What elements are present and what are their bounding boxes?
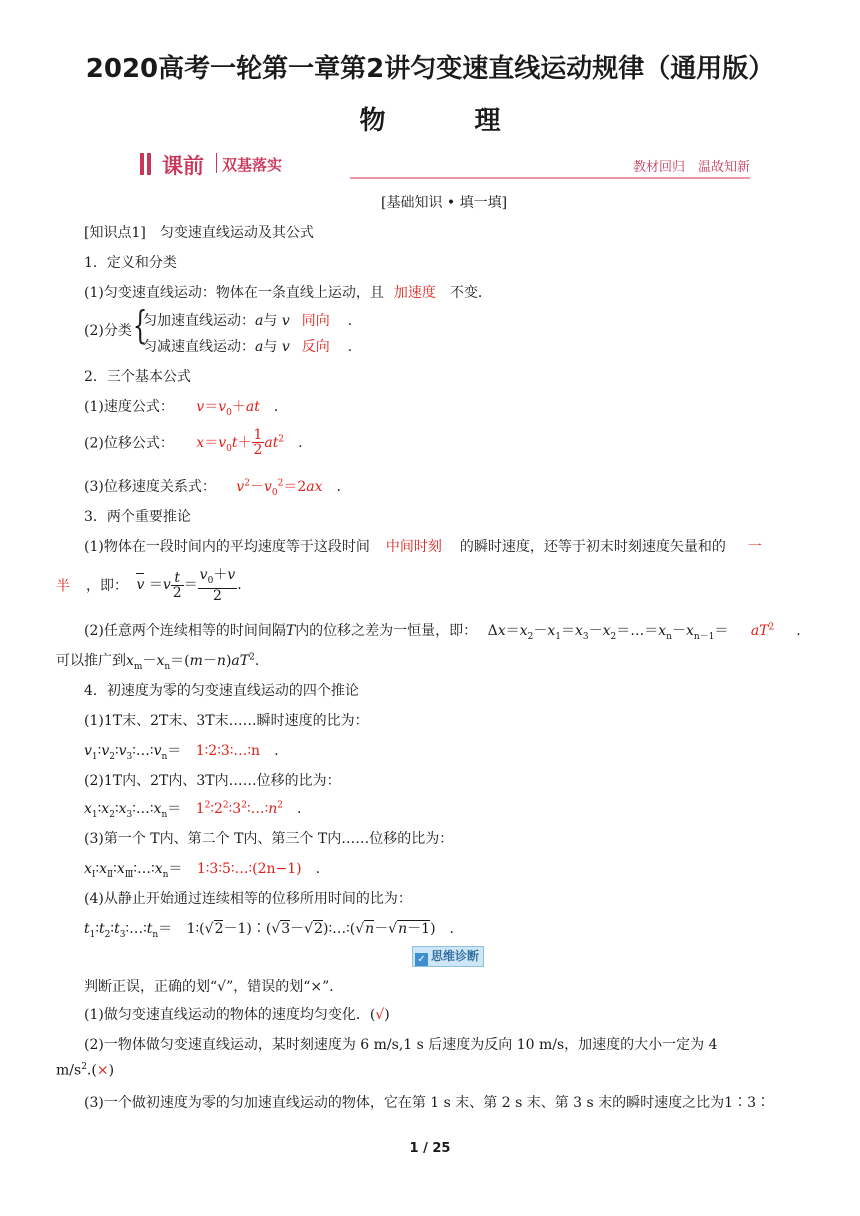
judge-item-1: (1)做匀变速直线运动的物体的速度均匀变化．(√): [84, 1007, 390, 1023]
page-number: 1 / 25: [409, 1141, 451, 1156]
inference-3-ratio: $x_Ⅰ∶x_Ⅱ∶x_Ⅲ∶\dots∶x_n=$ 1∶3∶5∶…∶(2n−1) .: [84, 861, 321, 880]
class-uniform-decel: 匀减速直线运动：a与 v 反向 .: [143, 339, 353, 355]
answer-half-a: 一: [747, 539, 762, 555]
answer-segment-ratio: 1∶3∶5∶…∶(2n−1): [196, 861, 302, 877]
text: (1)做匀变速直线运动的物体的速度均匀变化．: [84, 1007, 370, 1023]
text: (2)任意两个连续相等的时间间隔: [84, 623, 286, 639]
paragraph-definition: [84, 282, 492, 302]
inference-4-label: (4)从静止开始通过连续相等的位移所用时间的比为：: [84, 891, 412, 907]
text: (1)物体在一段时间内的平均速度等于这段时间: [84, 539, 370, 555]
avg-velocity-expression: v ＝v $\frac{t}{2}$ ＝ $\frac{v_0+v}{2}$ .: [136, 567, 242, 604]
section-banner: [140, 150, 750, 180]
judge-item-2-cont: $m/s^2.(\times)$: [56, 1062, 115, 1079]
check-icon: ✓: [415, 953, 428, 966]
text: 可以推广到: [56, 653, 126, 669]
answer-velocity-formula: $v=v_0+at$: [196, 399, 260, 418]
heading-three-formulas: 2．三个基本公式: [84, 369, 191, 385]
inference-1-label: (1)1T末、2T末、3T末……瞬时速度的比为：: [84, 713, 369, 729]
text: m/s: [56, 1062, 82, 1079]
text: 的瞬时速度，还等于初末时刻速度矢量和的: [459, 539, 726, 555]
text: 不变．: [449, 285, 492, 301]
banner-underline: [350, 177, 750, 179]
text: (3)位移速度关系式：: [84, 479, 216, 495]
answer-middle-moment: 中间时刻: [385, 539, 442, 555]
text: ，即：: [86, 578, 128, 595]
text: (1)速度公式：: [84, 399, 174, 415]
answer-displacement-formula: $x=v_0t+$ $\frac{1}{2}$ $at^2$: [196, 427, 285, 458]
text: 与: [263, 339, 278, 355]
text: 匀加速直线运动：: [143, 313, 255, 329]
text: (1)匀变速直线运动：物体在一条直线上运动，且: [84, 285, 384, 301]
text: 内的位移之差为一恒量，即：: [295, 623, 478, 639]
judge-mark-1: √: [375, 1007, 385, 1023]
inference-2-ratio: $x_1∶x_2∶x_3∶\dots∶x_n=$ $1^2∶2^2∶3^2∶\dots∶n^2$ .: [84, 800, 302, 820]
judge-mark-2: ×: [96, 1062, 109, 1079]
answer-half-b: 半: [56, 578, 70, 595]
answer-acceleration: 加速度: [393, 285, 436, 301]
banner-bars-icon: [140, 153, 156, 175]
thinking-diagnosis-badge: [412, 946, 484, 967]
inference-1-ratio: $v_1∶v_2∶v_3∶\dots∶v_n=$ 1∶2∶3∶…∶n .: [84, 743, 279, 762]
judge-instruction: 判断正误，正确的划“√”，错误的划“×”．: [84, 979, 344, 995]
heading-definition: 1．定义和分类: [84, 255, 177, 271]
inference-displacement-difference: (2)任意两个连续相等的时间间隔T内的位移之差为一恒量，即： $\Delta x=x_2-x_1=x_3-x_2=\dots=x_n-x_{n-1}= aT^2$ .: [84, 622, 801, 642]
answer-displacement-ratio: $1^2∶2^2∶3^2∶\dots∶n^2$: [195, 800, 283, 817]
judge-item-3: (3)一个做初速度为零的匀加速直线运动的物体，它在第 1 s 末、第 2 s 末、第 3 s 末的瞬时速度之比为1∶3∶: [84, 1095, 770, 1111]
heading-four-inferences: 4．初速度为零的匀变速直线运动的四个推论: [84, 683, 359, 699]
heading-two-inferences: 3．两个重要推论: [84, 509, 191, 525]
class-uniform-accel: 匀加速直线运动：a与 v 同向 .: [143, 313, 353, 329]
answer-aT2: $aT^2$: [750, 622, 775, 639]
answer-same-direction: 同向: [301, 313, 330, 329]
subject-heading: 物 理: [359, 106, 541, 136]
banner-divider: [216, 153, 217, 173]
answer-vd-formula: $v^2-v_0^2=2ax$: [236, 478, 323, 498]
text: 与: [263, 313, 278, 329]
answer-opposite-direction: 反向: [301, 339, 330, 355]
text: 匀减速直线运动：: [143, 339, 255, 355]
formula-velocity-displacement: (3)位移速度关系式： $v^2-v_0^2=2ax$ .: [84, 478, 341, 498]
answer-velocity-ratio: 1∶2∶3∶…∶n: [195, 743, 261, 759]
inference-extension: 可以推广到$x_m-x_n=(m-n)aT^2$.: [56, 652, 260, 672]
time-ratio-expression: 1∶(√2－1)∶(√3－√2)∶…∶(√n－√n－1): [186, 921, 436, 937]
paragraph-classification-label: (2)分类: [84, 323, 132, 339]
inference-2-label: (2)1T内、2T内、3T内……位移的比为：: [84, 773, 341, 789]
judge-item-2: (2)一物体做匀变速直线运动，某时刻速度为 6 m/s,1 s 后速度为反向 10 m/s，加速度的大小一定为 4: [84, 1037, 718, 1053]
inference-average-velocity: [84, 536, 762, 556]
badge-label: 思维诊断: [431, 949, 480, 963]
knowledge-point-1: [知识点1] 匀变速直线运动及其公式: [84, 225, 314, 241]
formula-velocity: (1)速度公式： $v=v_0+at$ .: [84, 399, 279, 418]
banner-label: 课前: [162, 154, 204, 178]
inference-average-velocity-cont: [56, 568, 242, 603]
document-title: 2020高考一轮第一章第2讲匀变速直线运动规律（通用版）: [85, 54, 775, 84]
banner-right-text: 教材回归 温故知新: [632, 160, 750, 175]
inference-3-label: (3)第一个 T内、第二个 T内、第三个 T内……位移的比为：: [84, 831, 454, 847]
text: (2)位移公式：: [84, 435, 174, 452]
banner-subtitle: 双基落实: [222, 156, 283, 174]
inference-4-ratio: $t_1∶t_2∶t_3∶\dots∶t_n=$ 1∶(√2－1)∶(√3－√2)∶…∶(√n－√n－1) .: [84, 921, 454, 940]
section-heading: [基础知识 • 填一填]: [381, 195, 508, 211]
formula-displacement: (2)位移公式： $x=v_0t+$ $\frac{1}{2}$ $at^2$ .: [84, 427, 303, 458]
brace: {: [132, 303, 148, 347]
